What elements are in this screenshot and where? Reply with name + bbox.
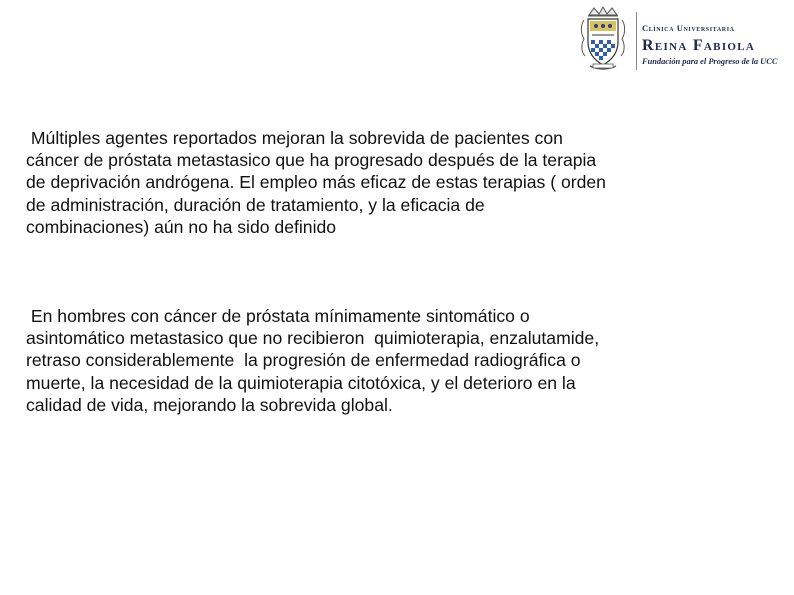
text-line: combinaciones) aún no ha sido definido — [26, 216, 337, 237]
logo-text — [642, 24, 788, 66]
text-line: cáncer de próstata metastasico que ha progresado después de la terapia — [26, 150, 597, 171]
clinic-logo — [578, 6, 788, 72]
logo-foundation-line: Fundación para el Progreso de la UCC — [642, 56, 778, 66]
paragraph-enzalutamide — [26, 305, 766, 416]
text-line: Múltiples agentes reportados mejoran la sobrevida de pacientes con — [26, 128, 563, 148]
crest-icon — [578, 6, 628, 72]
text-line: retraso considerablemente la progresión de enfermedad radiográfica o — [26, 350, 581, 371]
logo-divider — [636, 12, 637, 70]
paragraph-agents — [26, 127, 766, 238]
text-line: de deprivación andrógena. El empleo más eficaz de estas terapias ( orden — [26, 172, 606, 193]
logo-name-line: Reina Fabiola — [642, 36, 756, 54]
text-line: asintomático metastasico que no recibieron quimioterapia, enzalutamide, — [26, 328, 600, 349]
text-line: calidad de vida, mejorando la sobrevida global. — [26, 394, 393, 415]
logo-clinic-line: Clínica Universitaria — [642, 23, 735, 33]
text-line: de administración, duración de tratamiento, y la eficacia de — [26, 194, 485, 215]
text-line: En hombres con cáncer de próstata mínimamente sintomático o — [26, 306, 530, 326]
text-line: muerte, la necesidad de la quimioterapia citotóxica, y el deterioro en la — [26, 372, 576, 393]
